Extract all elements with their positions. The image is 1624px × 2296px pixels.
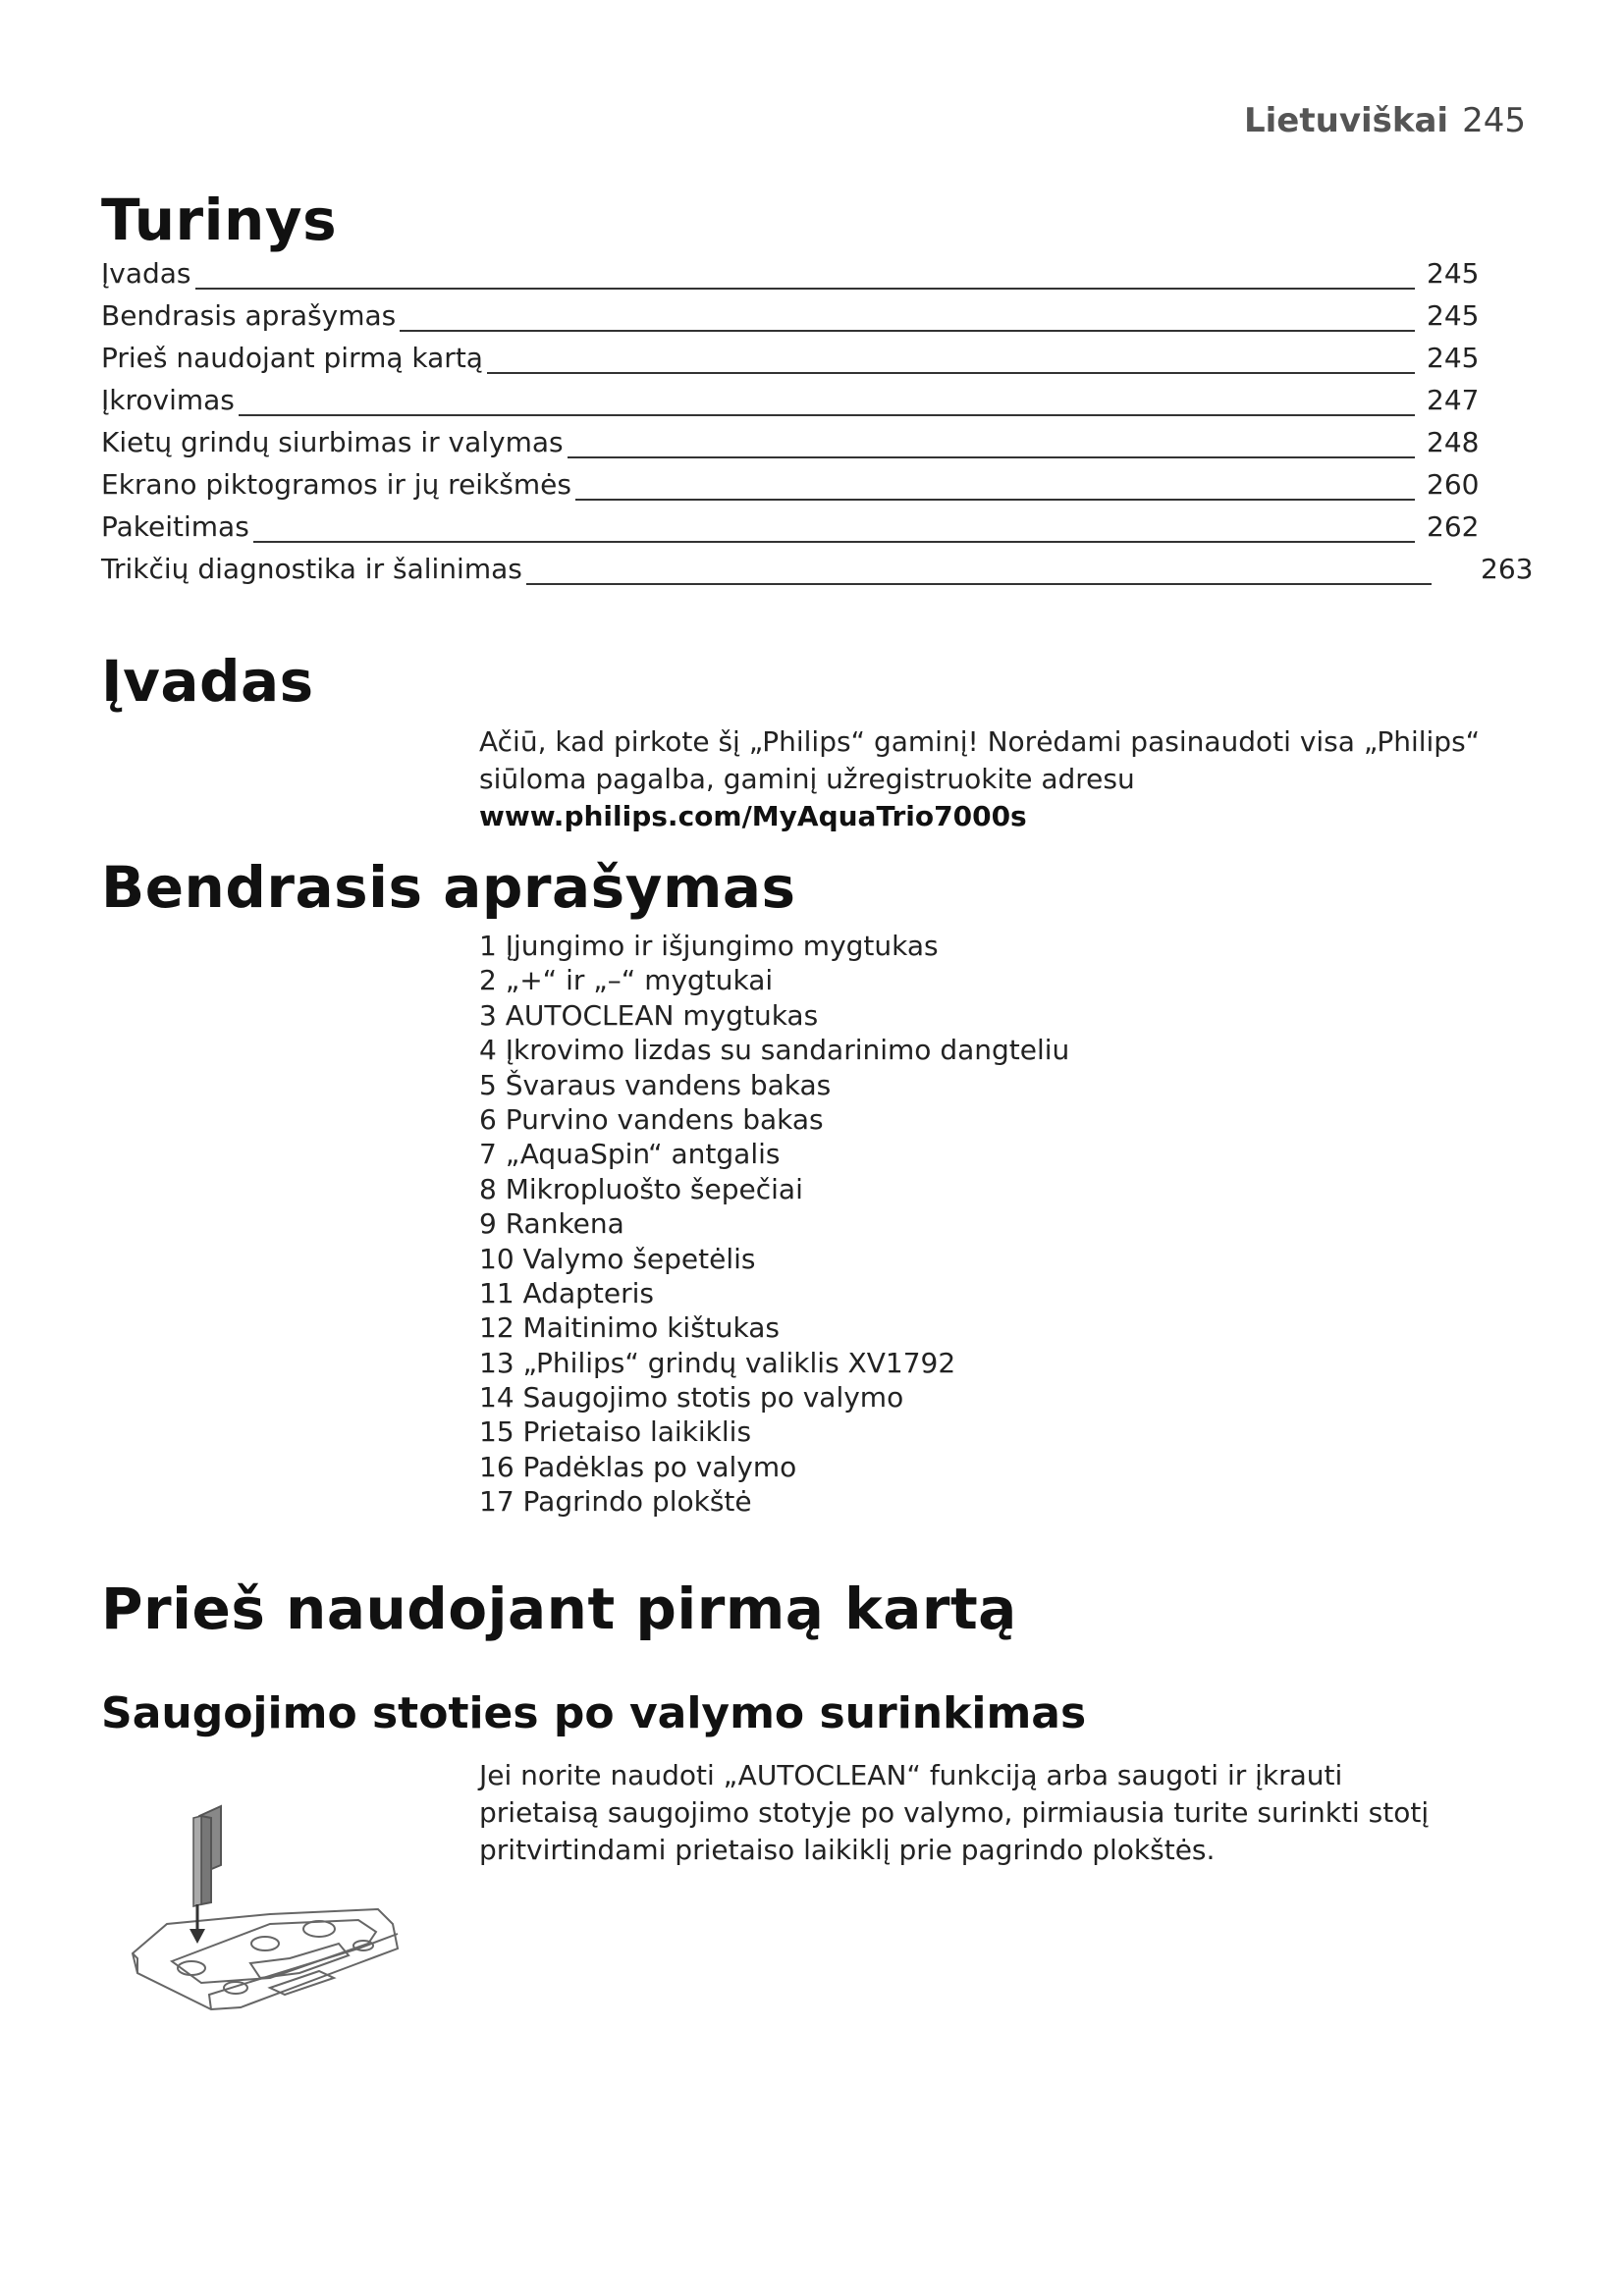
list-item: 11 Adapteris — [479, 1276, 654, 1309]
registration-link[interactable]: www.philips.com/MyAquaTrio7000s — [479, 800, 1027, 832]
list-item: 3 AUTOCLEAN mygtukas — [479, 998, 819, 1032]
toc-leader-line — [101, 414, 1415, 416]
intro-paragraph — [479, 723, 1549, 835]
toc-entry-page: 263 — [1481, 553, 1534, 585]
toc-entry-page: 260 — [1427, 468, 1480, 501]
list-item: 2 „+“ ir „–“ mygtukai — [479, 964, 774, 997]
intro-text: Ačiū, kad pirkote šį „Philips“ gaminį! Norėdami pasinaudoti visa „Philips“ siūloma pagalba, gaminį užregistruokite adresu — [479, 725, 1481, 795]
assembly-illustration — [123, 1777, 417, 2052]
toc-entry-title: Bendrasis aprašymas — [101, 299, 400, 332]
page-number: 245 — [1462, 101, 1526, 140]
toc-entry-title: Įkrovimas — [101, 384, 239, 416]
toc-entry-page: 245 — [1427, 299, 1480, 332]
toc-entry-title: Įvadas — [101, 257, 195, 290]
toc-entry-page: 262 — [1427, 510, 1480, 543]
toc-entry-page: 248 — [1427, 426, 1480, 458]
list-item: 12 Maitinimo kištukas — [479, 1311, 780, 1345]
page-header — [1244, 101, 1526, 140]
list-item: 13 „Philips“ grindų valiklis XV1792 — [479, 1346, 956, 1379]
overview-heading: Bendrasis aprašymas — [101, 854, 796, 921]
list-item: 9 Rankena — [479, 1207, 624, 1241]
toc-leader-line — [101, 288, 1415, 290]
intro-heading: Įvadas — [101, 648, 314, 715]
first-use-heading: Prieš naudojant pirmą kartą — [101, 1575, 1017, 1642]
list-item: 4 Įkrovimo lizdas su sandarinimo dangteliu — [479, 1034, 1070, 1067]
list-item: 10 Valymo šepetėlis — [479, 1242, 756, 1275]
list-item: 17 Pagrindo plokštė — [479, 1485, 752, 1519]
list-item: 8 Mikropluošto šepečiai — [479, 1172, 803, 1205]
parts-list — [479, 929, 1069, 1520]
list-item: 14 Saugojimo stotis po valymo — [479, 1381, 904, 1415]
base-plate-drawing — [133, 1909, 398, 2009]
device-holder-drawing — [193, 1806, 221, 1906]
toc-entry-page: 245 — [1427, 257, 1480, 290]
list-item: 5 Švaraus vandens bakas — [479, 1068, 832, 1101]
language-label: Lietuviškai — [1243, 101, 1449, 140]
assembly-subheading: Saugojimo stoties po valymo surinkimas — [101, 1688, 1087, 1738]
list-item: 6 Purvino vandens bakas — [479, 1102, 824, 1136]
list-item: 16 Padėklas po valymo — [479, 1450, 797, 1483]
toc-heading: Turinys — [101, 187, 338, 253]
list-item: 1 Įjungimo ir išjungimo mygtukas — [479, 930, 939, 962]
toc-entry-title: Kietų grindų siurbimas ir valymas — [101, 426, 568, 458]
list-item: 7 „AquaSpin“ antgalis — [479, 1138, 781, 1171]
toc-entry-page: 245 — [1427, 342, 1480, 374]
toc-entry-title: Trikčių diagnostika ir šalinimas — [101, 553, 526, 585]
assembly-paragraph: Jei norite naudoti „AUTOCLEAN“ funkciją arba saugoti ir įkrauti prietaisą saugojimo stotyje po valymo, pirmiausia turite surinkti stotį pritvirtindami prietaiso laikiklį prie pagrindo plokštės. — [479, 1759, 1430, 1866]
toc-entry-title: Prieš naudojant pirmą kartą — [101, 342, 487, 374]
toc-entry-title: Pakeitimas — [101, 510, 253, 543]
toc-entry-title: Ekrano piktogramos ir jų reikšmės — [101, 468, 575, 501]
toc-leader-line — [101, 541, 1415, 543]
toc-entry-page: 247 — [1427, 384, 1480, 416]
arrow-down-icon — [189, 1904, 205, 1944]
list-item: 15 Prietaiso laikiklis — [479, 1415, 752, 1449]
